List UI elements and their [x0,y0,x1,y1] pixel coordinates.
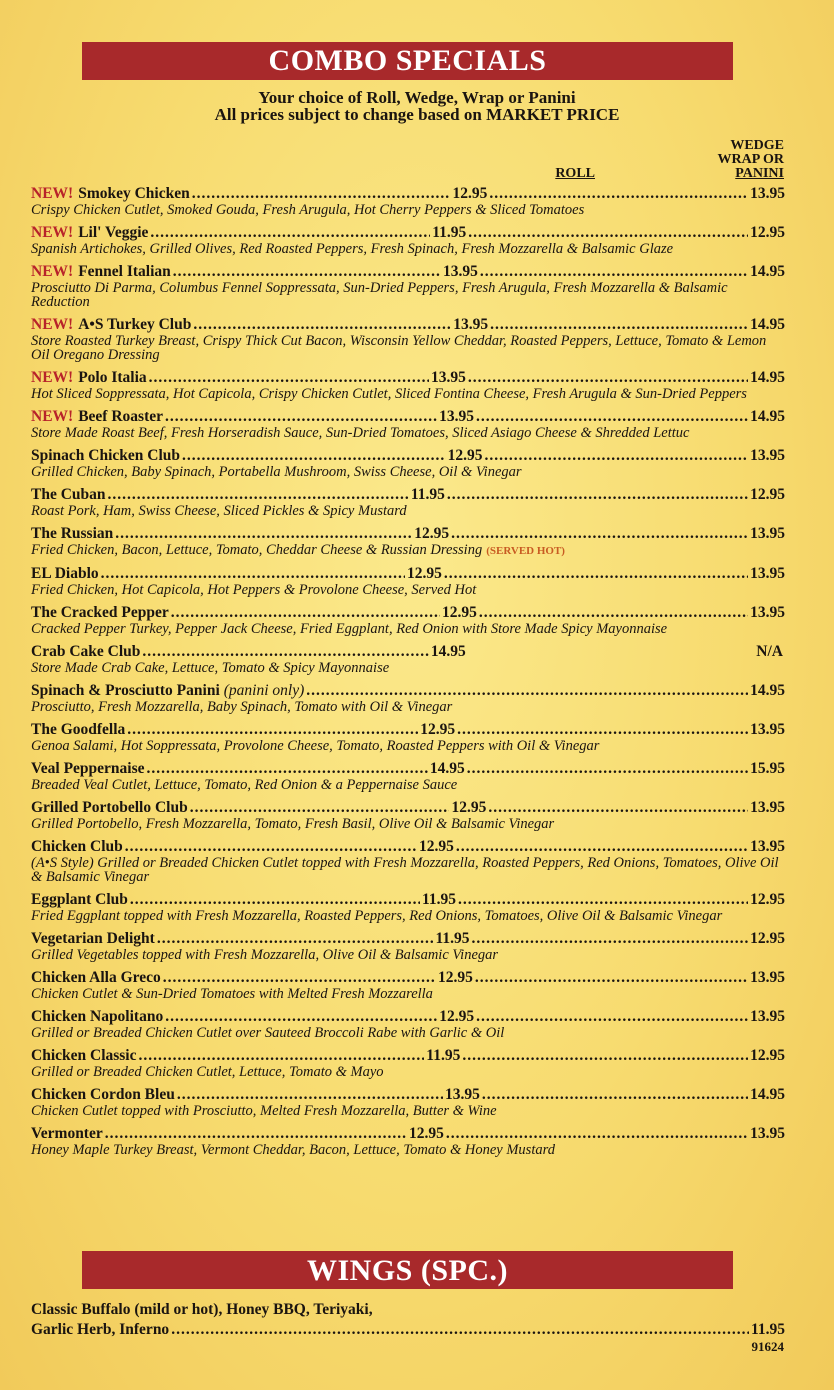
column-header-panini: PANINI [735,166,784,181]
leader-dots [192,184,451,203]
menu-item-description [31,817,785,837]
menu-item [31,929,785,968]
menu-item-name: EL Diablo [31,565,99,582]
menu-item-description-text: Breaded Veal Cutlet, Lettuce, Tomato, Red Onion & a Peppernaise Sauce [31,777,458,793]
leader-dots [476,407,748,426]
menu-item [31,184,785,223]
combo-specials-banner: COMBO SPECIALS [82,42,733,80]
leader-dots [139,1046,425,1065]
menu-item [31,564,785,603]
menu-item-name: Crab Cake Club [31,643,141,660]
price-roll: 12.95 [438,969,473,986]
price-roll: 11.95 [422,891,457,908]
menu-item-line [31,407,785,426]
menu-item-description-text: Crispy Chicken Cutlet, Smoked Gouda, Fresh Arugula, Hot Cherry Peppers & Sliced Tomatoes [31,202,585,218]
menu-item-line [31,1085,785,1104]
menu-item-description-text: Store Made Crab Cake, Lettuce, Tomato & Spicy Mayonnaise [31,660,390,676]
leader-dots [165,407,437,426]
menu-item-description-text: Genoa Salami, Hot Soppressata, Provolone Cheese, Tomato, Roasted Peppers with Oil & Vinegar [31,738,600,754]
menu-item-line [31,1046,785,1065]
leader-dots [489,184,748,203]
menu-item-name: The Goodfella [31,721,126,738]
leader-dots [182,446,446,465]
menu-item-description-text: Prosciutto Di Parma, Columbus Fennel Soppressata, Sun-Dried Peppers, Fresh Arugula, Fresh Mozzarella & Balsamic Reduction [31,280,728,310]
leader-dots [458,890,748,909]
price-roll: 13.95 [453,316,489,333]
price-roll: 12.95 [408,1125,444,1142]
menu-item-description [31,242,785,262]
menu-item-name: Chicken Napolitano [31,1008,164,1025]
leader-dots [462,1046,748,1065]
menu-item-name: Chicken Cordon Bleu [31,1086,175,1103]
menu-item-description [31,1065,785,1085]
price-roll: 13.95 [443,263,478,280]
menu-item [31,603,785,642]
menu-item-description-text: Fried Chicken, Hot Capicola, Hot Peppers & Provolone Cheese, Served Hot [31,582,477,598]
leader-dots [142,642,429,661]
price-wedge-wrap-panini: 13.95 [750,185,785,202]
leader-dots [480,262,748,281]
leader-dots [476,1007,748,1026]
menu-item-line [31,968,785,987]
menu-item-description [31,281,785,315]
menu-item-line [31,1124,785,1143]
price-wedge-wrap-panini: 13.95 [750,447,785,464]
menu-item [31,223,785,262]
leader-dots [467,759,748,778]
leader-dots [173,262,441,281]
menu-item-name: Veal Peppernaise [31,760,145,777]
menu-item-name: Chicken Club [31,838,123,855]
leader-dots [190,798,450,817]
leader-dots [127,720,418,739]
leader-dots [165,1007,437,1026]
leader-dots [468,368,748,387]
menu-item-name: Vegetarian Delight [31,930,155,947]
wings-banner: WINGS (SPC.) [82,1251,733,1289]
menu-item [31,642,785,681]
menu-item [31,368,785,407]
menu-item-name: Eggplant Club [31,891,128,908]
menu-item-line [31,446,785,465]
menu-item-name: The Cuban [31,486,106,503]
leader-dots [475,968,748,987]
menu-item-line [31,681,785,700]
served-hot-tag: (SERVED HOT) [486,545,565,557]
menu-item [31,759,785,798]
wings-flavors-line2 [31,1320,785,1339]
leader-dots [125,837,417,856]
menu-item-description-text: Fried Eggplant topped with Fresh Mozzarella, Roasted Peppers, Red Onions, Tomatoes, Olive Oil & Balsamic Vinegar [31,908,723,924]
menu-item-description-text: Store Roasted Turkey Breast, Crispy Thick Cut Bacon, Wisconsin Yellow Cheddar, Roasted Peppers, Lettuce, Tomato & Lemon Oil Oregano Dressing [31,333,767,363]
leader-dots [171,1320,749,1339]
menu-item-description [31,203,785,223]
price-wedge-wrap-panini: 12.95 [750,224,785,241]
menu-item-description-text: Cracked Pepper Turkey, Pepper Jack Cheese, Fried Eggplant, Red Onion with Store Made Spicy Mayonnaise [31,621,668,637]
leader-dots [130,890,420,909]
menu-item [31,407,785,446]
menu-item-name: Beef Roaster [78,408,163,425]
menu-item-description-text: Grilled Vegetables topped with Fresh Mozzarella, Olive Oil & Balsamic Vinegar [31,947,499,963]
menu-item-description-text: Grilled or Breaded Chicken Cutlet, Lettuce, Tomato & Mayo [31,1064,384,1080]
leader-dots [108,485,409,504]
wings-flavors-line1: Classic Buffalo (mild or hot), Honey BBQ, Teriyaki, [31,1301,373,1318]
menu-item-description [31,387,785,407]
menu-item-line [31,798,785,817]
price-roll: 12.95 [442,604,477,621]
leader-dots [456,837,748,856]
leader-dots [150,223,430,242]
menu-item-name: Lil' Veggie [78,224,149,241]
menu-item-description [31,334,785,368]
leader-dots [147,759,428,778]
new-badge: NEW! [31,224,74,241]
price-wedge-wrap-panini: 13.95 [750,838,785,855]
column-header-wrap-or: WRAP OR [717,152,784,167]
menu-item-description-text: Hot Sliced Soppressata, Hot Capicola, Crispy Chicken Cutlet, Sliced Fontina Cheese, Fresh Arugula & Sun-Dried Peppers [31,386,747,402]
price-roll: 12.95 [406,565,442,582]
price-wedge-wrap-panini: 13.95 [750,604,785,621]
price-roll: 12.95 [419,838,454,855]
leader-dots [171,603,440,622]
menu-item [31,485,785,524]
menu-item [31,1124,785,1163]
leader-dots [485,446,749,465]
price-roll: 13.95 [445,1086,480,1103]
menu-item-name: Fennel Italian [78,263,171,280]
price-wedge-wrap-panini: 12.95 [750,891,785,908]
menu-item [31,890,785,929]
column-header-roll: ROLL [555,166,595,181]
price-wedge-wrap-panini: 15.95 [750,760,785,777]
wings-section [31,1299,785,1339]
price-wedge-wrap-panini: 13.95 [750,799,785,816]
menu-item-description [31,426,785,446]
price-roll: 11.95 [410,486,445,503]
menu-item-description-text: Fried Chicken, Bacon, Lettuce, Tomato, Cheddar Cheese & Russian Dressing [31,542,483,558]
menu-item [31,968,785,1007]
menu-item-name: A•S Turkey Club [78,316,192,333]
leader-dots [488,798,748,817]
menu-item [31,262,785,315]
leader-dots [101,564,405,583]
menu-item-line [31,603,785,622]
menu-item-description [31,909,785,929]
menu-item-description [31,778,785,798]
leader-dots [149,368,429,387]
leader-dots [468,223,748,242]
subtitle-market-price: All prices subject to change based on MARKET PRICE [214,105,620,124]
menu-item-name: Smokey Chicken [78,185,190,202]
menu-item [31,1085,785,1124]
price-roll: 11.95 [435,930,470,947]
new-badge: NEW! [31,369,74,386]
leader-dots [306,681,748,700]
price-wedge-wrap-panini: 14.95 [750,316,785,333]
menu-item-description-text: Roast Pork, Ham, Swiss Cheese, Sliced Pickles & Spicy Mustard [31,503,407,519]
menu-item-line [31,524,785,543]
menu-item-description [31,543,785,564]
menu-item-description [31,1143,785,1163]
menu-item-description-text: Chicken Cutlet & Sun-Dried Tomatoes with Melted Fresh Mozzarella [31,986,433,1002]
menu-item-line [31,929,785,948]
menu-item-description [31,583,785,603]
menu-item-name: Spinach Chicken Club [31,447,181,464]
leader-dots [115,524,412,543]
menu-item-name: Vermonter [31,1125,103,1142]
leader-dots [472,929,749,948]
price-roll: 11.95 [426,1047,461,1064]
leader-dots [193,315,451,334]
leader-dots [444,564,748,583]
menu-code: 91624 [751,1339,784,1354]
price-wedge-wrap-panini: 14.95 [750,408,785,425]
column-header-wedge: WEDGE [730,138,784,153]
menu-item-description [31,1026,785,1046]
leader-dots [105,1124,407,1143]
new-badge: NEW! [31,408,74,425]
menu-item-description-text: Grilled Chicken, Baby Spinach, Portabella Mushroom, Swiss Cheese, Oil & Vinegar [31,464,522,480]
menu-item-name: Polo Italia [78,369,147,386]
leader-dots [451,524,748,543]
price-wedge-wrap-panini: 13.95 [750,721,785,738]
menu-item-line [31,184,785,203]
price-roll: 11.95 [432,224,467,241]
menu-item-description-text: Store Made Roast Beef, Fresh Horseradish Sauce, Sun-Dried Tomatoes, Sliced Asiago Cheese & Shredded Lettuc [31,425,690,441]
price-wedge-wrap-panini: 14.95 [750,369,785,386]
price-roll: 12.95 [451,799,487,816]
menu-item [31,681,785,720]
price-roll: 14.95 [429,760,465,777]
menu-item-description [31,1104,785,1124]
menu-item-description [31,465,785,485]
menu-item-line [31,642,785,661]
price-wedge-wrap-panini: 13.95 [750,1008,785,1025]
new-badge: NEW! [31,263,74,280]
price-roll: 12.95 [439,1008,475,1025]
leader-dots [490,315,748,334]
leader-dots [157,929,434,948]
menu-item-description-text: Chicken Cutlet topped with Prosciutto, Melted Fresh Mozzarella, Butter & Wine [31,1103,497,1119]
price-wedge-wrap-panini: 14.95 [750,1086,785,1103]
wings-price: 11.95 [750,1321,785,1338]
menu-item-description [31,856,785,890]
price-roll: 12.95 [447,447,483,464]
menu-item-description-text: (A•S Style) Grilled or Breaded Chicken Cutlet topped with Fresh Mozzarella, Roasted Peppers, Red Onions, Tomatoes, Olive Oil & Balsamic Vinegar [31,855,779,885]
menu-item-line [31,1007,785,1026]
new-badge: NEW! [31,185,74,202]
menu-item-name: Chicken Alla Greco [31,969,161,986]
menu-item-line [31,223,785,242]
combo-menu-list [31,184,785,1163]
menu-item-name: The Russian [31,525,114,542]
menu-item-line [31,368,785,387]
menu-item-note: (panini only) [223,682,305,699]
menu-item [31,1007,785,1046]
menu-item-description [31,504,785,524]
price-roll: 12.95 [420,721,456,738]
leader-dots [163,968,436,987]
price-wedge-wrap-panini: 12.95 [750,1047,785,1064]
menu-item-line [31,837,785,856]
menu-item-description [31,622,785,642]
price-wedge-wrap-panini: 12.95 [750,930,785,947]
menu-item-description-text: Grilled or Breaded Chicken Cutlet over Sauteed Broccoli Rabe with Garlic & Oil [31,1025,505,1041]
price-wedge-wrap-panini: 13.95 [750,525,785,542]
price-wedge-wrap-panini: 13.95 [750,969,785,986]
leader-dots [447,485,748,504]
new-badge: NEW! [31,316,74,333]
menu-item-line [31,485,785,504]
menu-item-description [31,948,785,968]
menu-item [31,315,785,368]
menu-item [31,837,785,890]
menu-item-description [31,987,785,1007]
price-wedge-wrap-panini: 14.95 [750,263,785,280]
menu-item-line [31,759,785,778]
menu-item-description-text: Honey Maple Turkey Breast, Vermont Cheddar, Bacon, Lettuce, Tomato & Honey Mustard [31,1142,555,1158]
menu-item [31,446,785,485]
menu-item-name: Spinach & Prosciutto Panini [31,682,220,699]
menu-item-description-text: Spanish Artichokes, Grilled Olives, Red Roasted Peppers, Fresh Spinach, Fresh Mozzarella & Balsamic Glaze [31,241,674,257]
subtitle-choice: Your choice of Roll, Wedge, Wrap or Panini [258,88,576,107]
menu-item-description-text: Prosciutto, Fresh Mozzarella, Baby Spinach, Tomato with Oil & Vinegar [31,699,453,715]
menu-item [31,720,785,759]
menu-item-name: Chicken Classic [31,1047,137,1064]
price-roll: 13.95 [430,369,466,386]
menu-item-line [31,720,785,739]
menu-item-name: The Cracked Pepper [31,604,169,621]
price-wedge-wrap-panini: N/A [756,643,783,660]
leader-dots [479,603,748,622]
leader-dots [177,1085,443,1104]
leader-dots [482,1085,748,1104]
menu-item-description [31,739,785,759]
leader-dots [446,1124,748,1143]
price-wedge-wrap-panini: 14.95 [750,682,785,699]
price-roll: 12.95 [414,525,450,542]
menu-item-name: Grilled Portobello Club [31,799,188,816]
price-wedge-wrap-panini: 12.95 [750,486,785,503]
price-wedge-wrap-panini: 13.95 [750,565,785,582]
menu-item [31,1046,785,1085]
menu-item-line [31,564,785,583]
menu-item-description [31,700,785,720]
menu-item [31,798,785,837]
menu-item [31,524,785,564]
price-wedge-wrap-panini: 13.95 [750,1125,785,1142]
price-roll: 13.95 [439,408,474,425]
menu-item-line [31,890,785,909]
menu-item-line [31,315,785,334]
price-roll: 12.95 [452,185,488,202]
price-roll: 14.95 [430,643,466,660]
menu-item-description [31,661,785,681]
menu-item-line [31,262,785,281]
menu-item-description-text: Grilled Portobello, Fresh Mozzarella, Tomato, Fresh Basil, Olive Oil & Balsamic Vinegar [31,816,555,832]
leader-dots [457,720,748,739]
wings-flavors-text: Garlic Herb, Inferno [31,1321,170,1338]
